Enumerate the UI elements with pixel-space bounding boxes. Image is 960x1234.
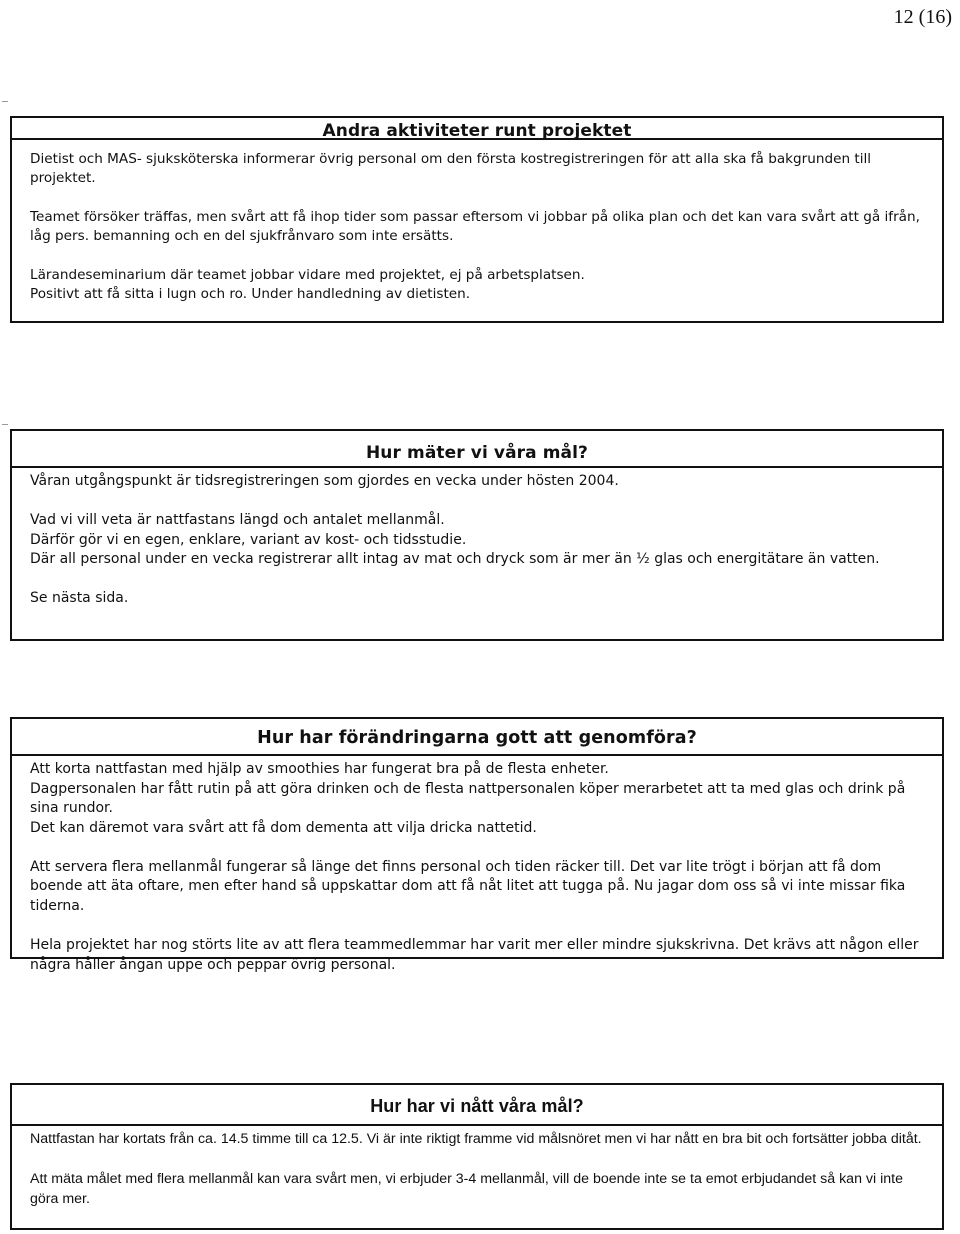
section-body — [12, 1126, 942, 1209]
page-number: 12 (16) — [893, 6, 952, 28]
section-other-activities — [10, 116, 944, 323]
paragraph: Våran utgångspunkt är tidsregistreringen som gjordes en vecka under hösten 2004. — [30, 473, 619, 489]
paragraph: Vad vi vill veta är nattfastans längd och antalet mellanmål. Därför gör vi en egen, enklare, variant av kost- och tidsstudie. Där all personal under en vecka registrerar allt intag av mat och dryck som är mer än ½ glas och energitätare än vatten. — [30, 512, 880, 567]
section-body — [12, 756, 942, 975]
paragraph: Teamet försöker träffas, men svårt att få ihop tider som passar eftersom vi jobbar på olika plan och det kan vara svårt att gå ifrån, låg pers. bemanning och en del sjukfrånvaro som inte ersätts. — [30, 209, 920, 244]
paragraph: Att korta nattfastan med hjälp av smoothies har fungerat bra på de flesta enheter. Dagpersonalen har fått rutin på att göra drinken och de flesta nattpersonalen köper merarbetet att ta med glas och drink på sina rundor. Det kan däremot vara svårt att få dom dementa att vilja dricka nattetid. — [30, 761, 906, 836]
paragraph: Hela projektet har nog störts lite av att flera teammedlemmar har varit mer eller mindre sjukskrivna. Det krävs att någon eller några håller ångan uppe och peppar övrig personal. — [30, 937, 919, 973]
paragraph: Att mäta målet med flera mellanmål kan vara svårt men, vi erbjuder 3-4 mellanmål, vill de boende inte se ta emot erbjudandet så kan vi inte göra mer. — [30, 1171, 903, 1207]
paragraph: Lärandeseminarium där teamet jobbar vidare med projektet, ej på arbetsplatsen. Positivt att få sitta i lugn och ro. Under handledning av dietisten. — [30, 267, 585, 302]
section-title: Hur mäter vi våra mål? — [12, 431, 942, 468]
scan-mark — [2, 101, 8, 102]
section-how-goals-reached — [10, 1083, 944, 1230]
section-how-changes-went — [10, 717, 944, 973]
paragraph: Nattfastan har kortats från ca. 14.5 timme till ca 12.5. Vi är inte riktigt framme vid målsnöret men vi har nått en bra bit och fortsätter jobba ditåt. — [30, 1131, 922, 1147]
section-title: Andra aktiviteter runt projektet — [12, 118, 942, 140]
section-title: Hur har förändringarna gott att genomföra? — [12, 719, 942, 756]
scan-mark — [2, 424, 8, 425]
section-title: Hur har vi nått våra mål? — [12, 1085, 942, 1126]
section-body — [12, 140, 942, 304]
paragraph: Se nästa sida. — [30, 590, 129, 606]
paragraph: Att servera flera mellanmål fungerar så länge det finns personal och tiden räcker till. Det var lite trögt i början att få dom boende att äta oftare, men efter hand så uppskattar dom att få nåt litet att tugga på. Nu jagar dom oss så vi inte missar fika tiderna. — [30, 858, 906, 915]
section-how-we-measure — [10, 429, 944, 641]
section-body — [12, 468, 942, 609]
paragraph: Dietist och MAS- sjuksköterska informerar övrig personal om den första kostregistreringen för att alla ska få bakgrunden till projektet. — [30, 151, 872, 186]
